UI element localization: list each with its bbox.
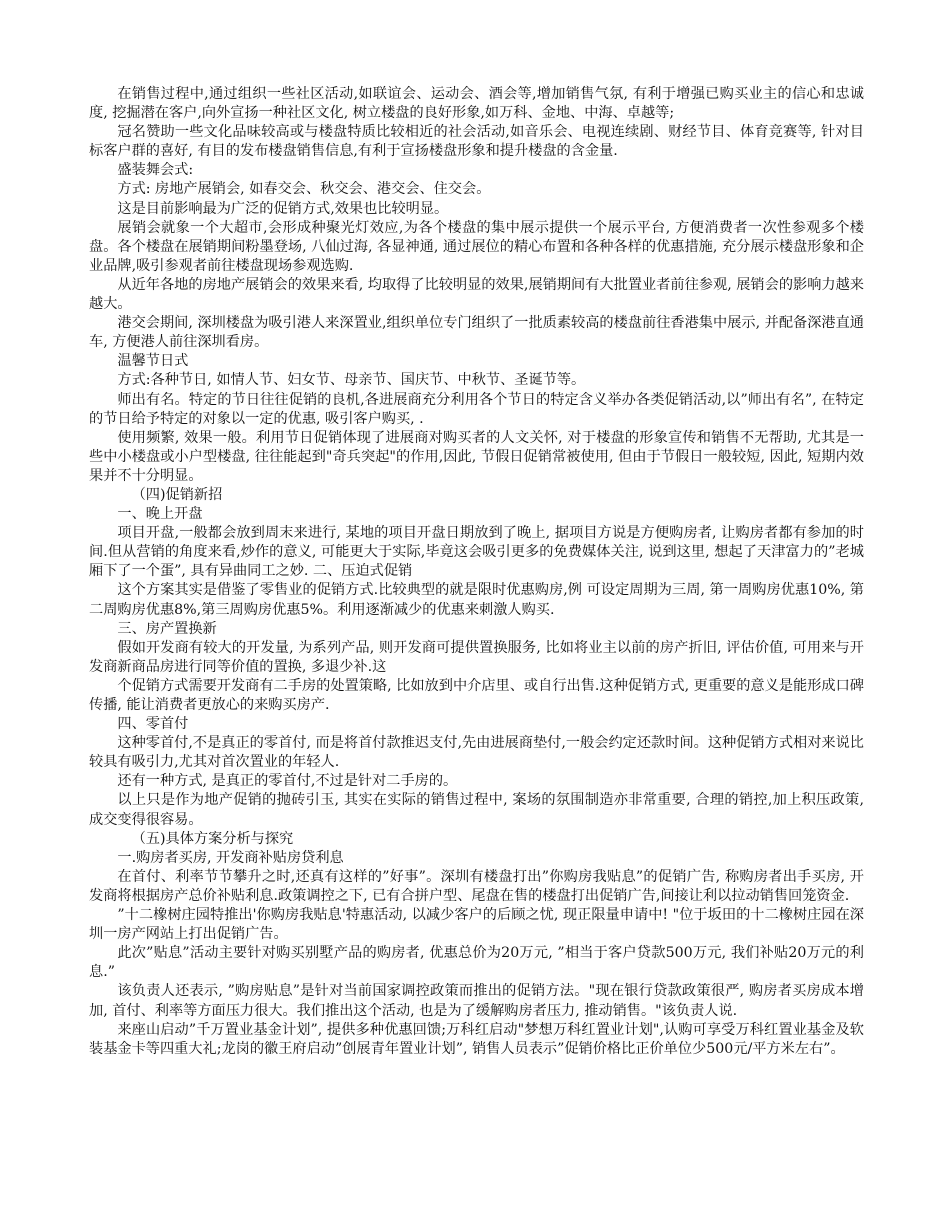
paragraph: 这是目前影响最为广泛的促销方式,效果也比较明显。 bbox=[117, 200, 449, 217]
paragraph: 港交会期间, 深圳楼盘为吸引港人来深置业,组织单位专门组织了一批质素较高的楼盘前往香港集中展示, 并配备深港直通车, 方便港人前往深圳看房。 bbox=[89, 315, 864, 351]
paragraph: 项目开盘,一般都会放到周末来进行, 某地的项目开盘日期放到了晚上, 据项目方说是方便购房者, 让购房者都有参加的时间.但从营销的角度来看,炒作的意义, 可能更大于实际,毕竟这会吸引更多的免费媒体关注, 说到这里, 想起了天津富力的”老城厢下了一个蛋”, 具有异曲同工之妙. 二、压迫式促销 bbox=[89, 525, 864, 580]
document-body bbox=[89, 85, 864, 1059]
subheading: 一、晚上开盘 bbox=[117, 506, 203, 523]
paragraph: 师出有名。特定的节日往往促销的良机,各进展商充分利用各个节日的特定含义举办各类促销活动,以”师出有名”, 在特定的节日给予特定的对象以一定的优惠, 吸引客户购买, . bbox=[89, 391, 864, 427]
paragraph: 这个方案其实是借鉴了零售业的促销方式.比较典型的就是限时优惠购房,例 可设定周期为三周, 第一周购房优惠10%, 第二周购房优惠8%,第三周购房优惠5%。利用逐渐减少的优惠来刺激人购买. bbox=[89, 582, 864, 618]
paragraph: 方式: 房地产展销会, 如春交会、秋交会、港交会、住交会。 bbox=[117, 181, 491, 198]
paragraph: 来座山启动”千万置业基金计划”, 提供多种优惠回馈;万科红启动"梦想万科红置业计划",认购可享受万科红置业基金及软装基金卡等四重大礼;龙岗的徽王府启动”创展青年置业计划”, 销售人员表示”促销价格比正价单位少500元/平方米左右”。 bbox=[89, 1021, 864, 1057]
paragraph: 以上只是作为地产促销的抛砖引玉, 其实在实际的销售过程中, 案场的氛围制造亦非常重要, 合理的销控,加上积压政策, 成交变得很容易。 bbox=[89, 792, 864, 828]
paragraph: ”十二橡树庄园特推出'你购房我贴息'特惠活动, 以减少客户的后顾之忧, 现正限量申请中! "位于坂田的十二橡树庄园在深圳一房产网站上打出促销广告。 bbox=[89, 907, 864, 943]
section-heading-5: （五)具体方案分析与探究 bbox=[131, 830, 294, 847]
paragraph: 温馨节日式 bbox=[117, 353, 189, 370]
paragraph: 从近年各地的房地产展销会的效果来看, 均取得了比较明显的效果,展销期间有大批置业者前往参观, 展销会的影响力越来越大。 bbox=[89, 276, 864, 313]
paragraph: 方式:各种节日, 如情人节、妇女节、母亲节、国庆节、中秋节、圣诞节等。 bbox=[117, 372, 586, 389]
subheading: 三、房产置换新 bbox=[117, 620, 217, 637]
paragraph: 在销售过程中,通过组织一些社区活动,如联谊会、运动会、酒会等,增加销售气氛, 有利于增强已购买业主的信心和忠诚度, 挖掘潜在客户,向外宣扬一种社区文化, 树立楼盘的良好形象,如万科、金地、中海、卓越等; bbox=[89, 86, 864, 122]
paragraph: 个促销方式需要开发商有二手房的处置策略, 比如放到中介店里、或自行出售.这种促销方式, 更重要的意义是能形成口碑传播, 能让消费者更放心的来购买房产. bbox=[89, 677, 864, 713]
subheading: 四、零首付 bbox=[117, 716, 189, 733]
section-heading-4: （四)促销新招 bbox=[131, 486, 223, 503]
paragraph: 此次”贴息”活动主要针对购买别墅产品的购房者, 优惠总价为20万元, ”相当于客户贷款500万元, 我们补贴20万元的利息.” bbox=[89, 945, 864, 981]
paragraph: 该负责人还表示, ”购房贴息”是针对当前国家调控政策而推出的促销方法。"现在银行贷款政策很严, 购房者买房成本增加, 首付、利率等方面压力很大。我们推出这个活动, 也是为了缓解购房者压力, 推动销售。"该负责人说. bbox=[89, 983, 864, 1019]
paragraph: 冠名赞助一些文化品味较高或与楼盘特质比较相近的社会活动,如音乐会、电视连续剧、财经节目、体育竞赛等, 针对目标客户群的喜好, 有目的发布楼盘销售信息,有利于宣扬楼盘形象和提升楼盘的含金量. bbox=[89, 124, 864, 160]
paragraph: 还有一种方式, 是真正的零首付,不过是针对二手房的。 bbox=[117, 773, 458, 790]
paragraph: 使用频繁, 效果一般。利用节日促销体现了进展商对购买者的人文关怀, 对于楼盘的形象宣传和销售不无帮助, 尤其是一些中小楼盘或小户型楼盘, 往往能起到"奇兵突起"的作用,因此, 节假日促销常被使用, 但由于节假日一般较短, 因此, 短期内效果并不十分明显。 bbox=[89, 429, 864, 484]
paragraph: 这种零首付,不是真正的零首付, 而是将首付款推迟支付,先由进展商垫付,一般会约定还款时间。这种促销方式相对来说比较具有吸引力,尤其对首次置业的年轻人. bbox=[89, 735, 864, 771]
paragraph: 展销会就象一个大超市,会形成种聚光灯效应,为各个楼盘的集中展示提供一个展示平台, 方便消费者一次性参观多个楼盘。各个楼盘在展销期间粉墨登场, 八仙过海, 各显神通, 通过展位的精心布置和各种各样的优惠措施, 充分展示楼盘形象和企业品牌,吸引参观者前往楼盘现场参观选购. bbox=[89, 219, 864, 274]
paragraph: 盛装舞会式: bbox=[117, 162, 194, 179]
paragraph: 在首付、利率节节攀升之时,还真有这样的”好事”。深圳有楼盘打出”你购房我贴息”的促销广告, 称购房者出手买房, 开发商将根据房产总价补贴利息.政策调控之下, 已有合拼户型、尾盘在售的楼盘打出促销广告,间接让利以拉动销售回笼资金. bbox=[89, 868, 864, 904]
paragraph: 假如开发商有较大的开发量, 为系列产品, 则开发商可提供置换服务, 比如将业主以前的房产折旧, 评估价值, 可用来与开发商新商品房进行同等价值的置换, 多退少补.这 bbox=[89, 639, 864, 675]
subheading: 一.购房者买房, 开发商补贴房贷利息 bbox=[117, 849, 344, 866]
